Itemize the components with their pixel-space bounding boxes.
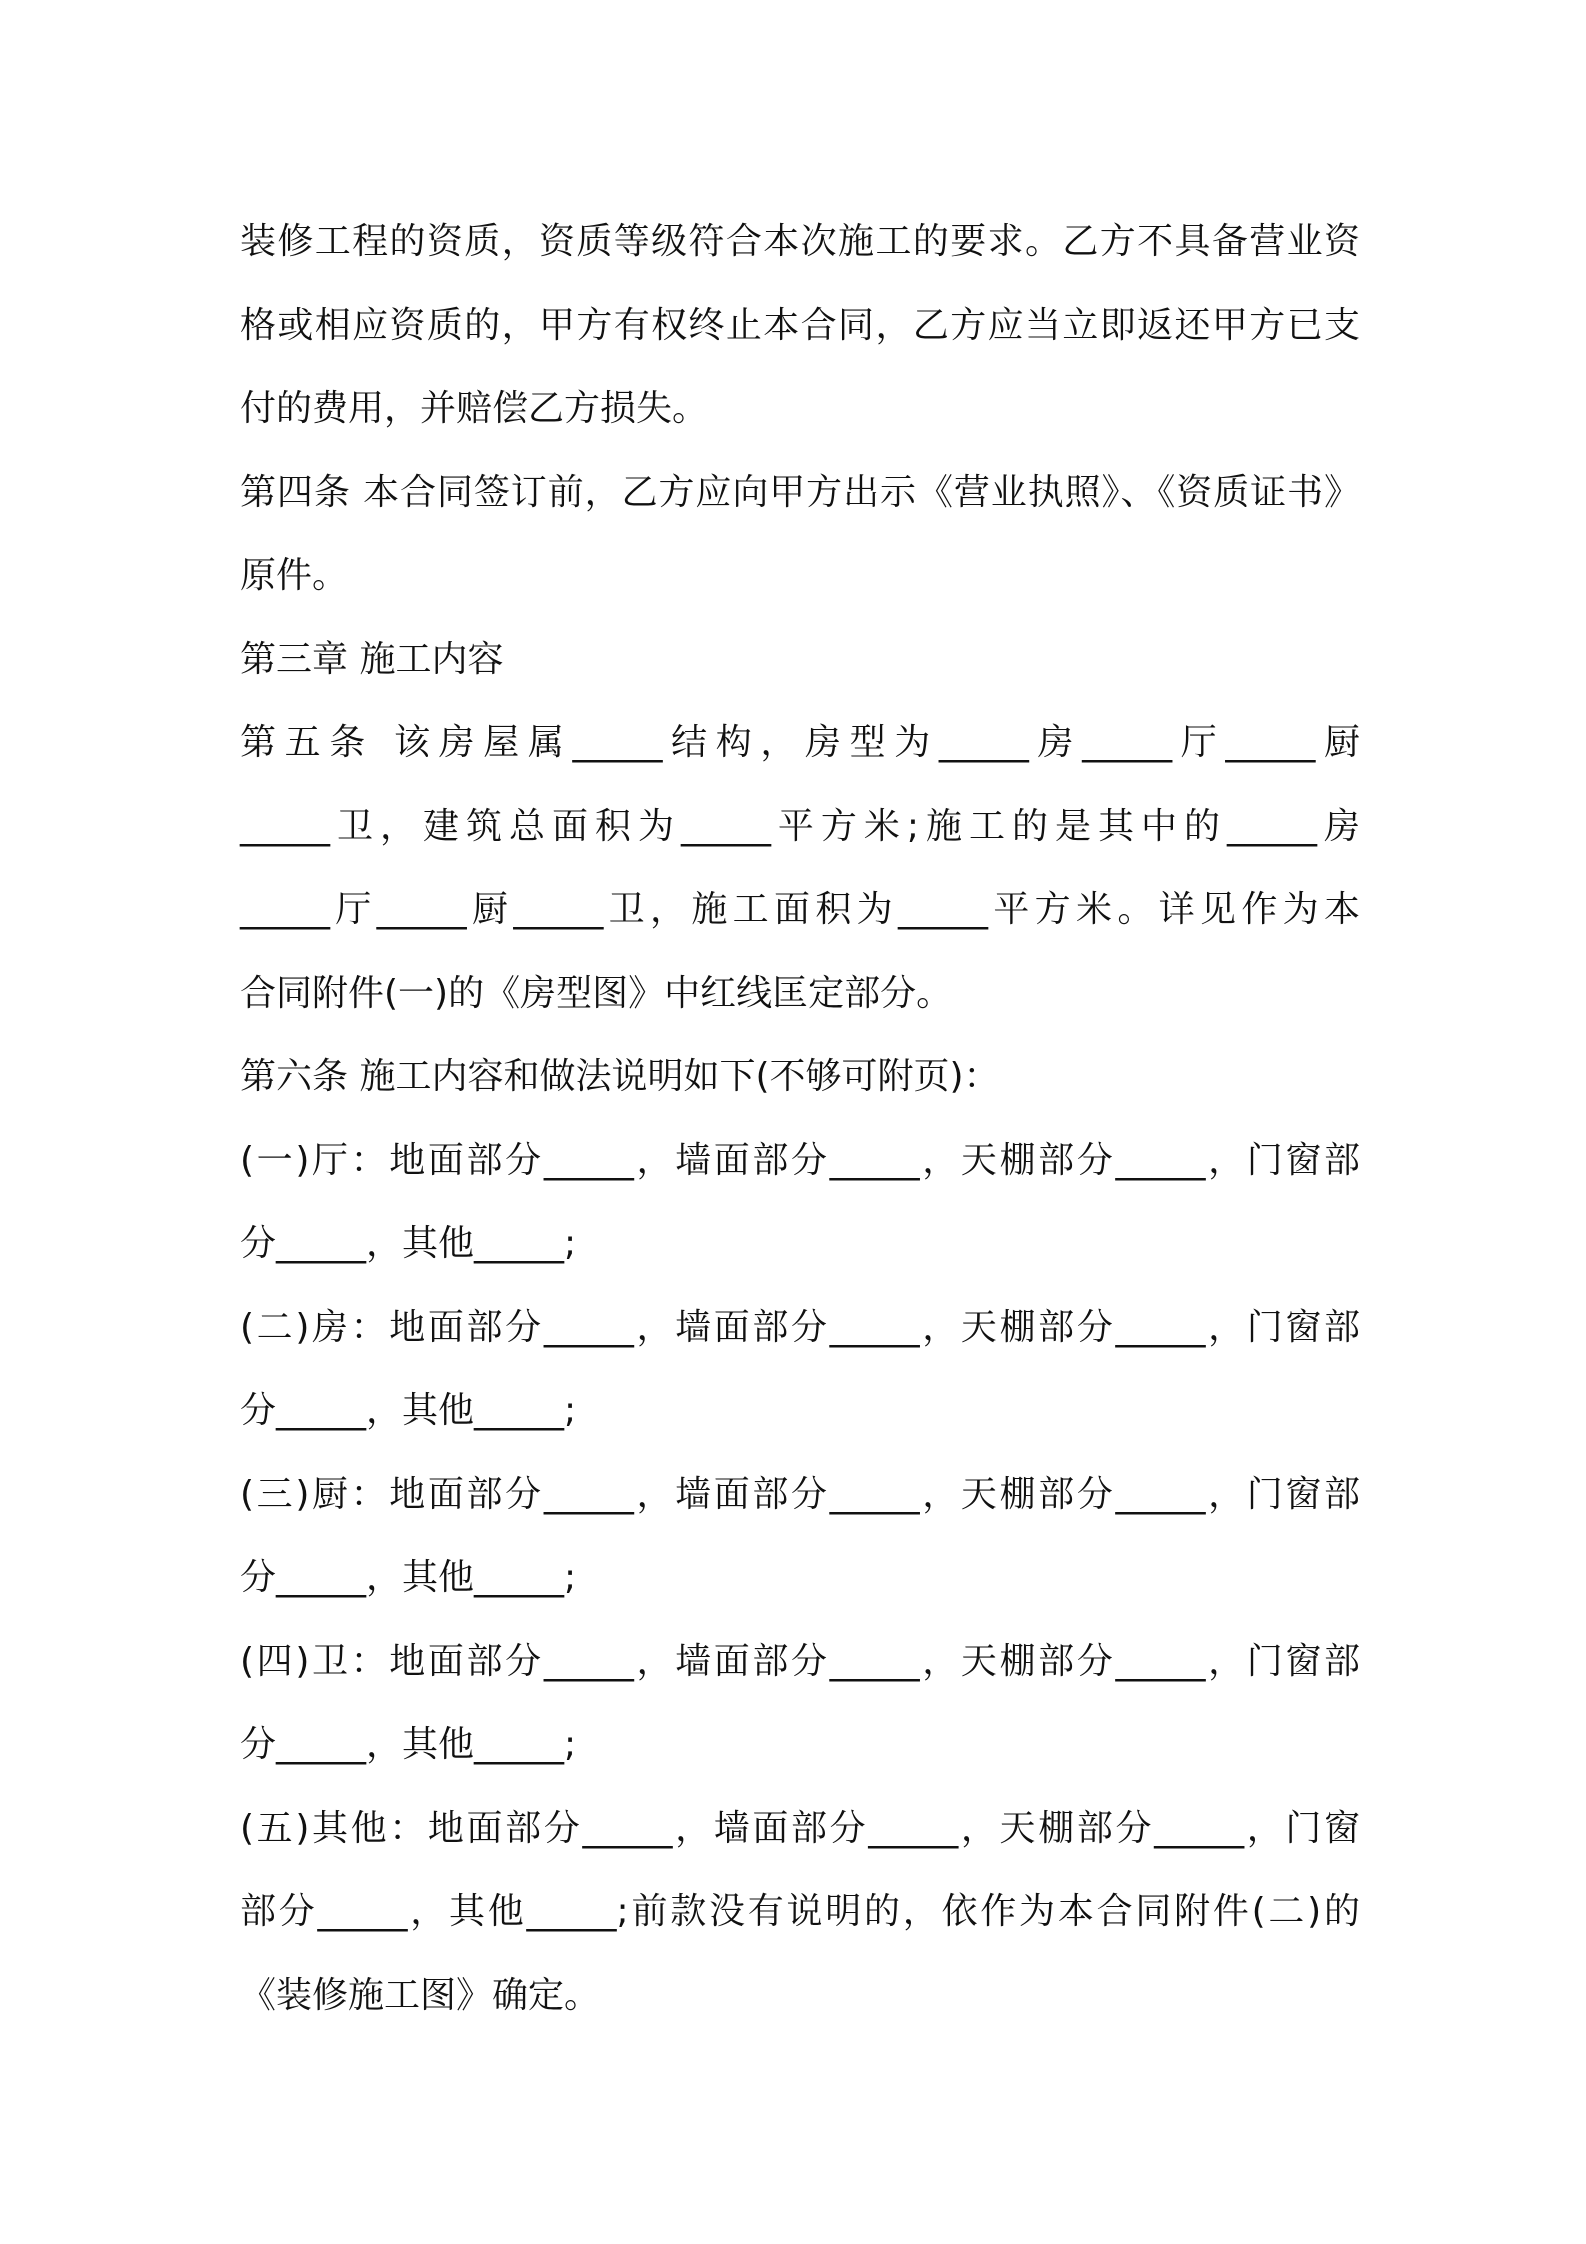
article-6-line: 第六条 施工内容和做法说明如下(不够可附页)： <box>240 1056 1000 1097</box>
chapter-3-heading: 第三章 施工内容 <box>240 638 504 680</box>
text-line: 合同附件(一)的《房型图》中红线匡定部分。 <box>240 972 953 1014</box>
text-line: 《装修施工图》确定。 <box>240 1974 601 2016</box>
article-5-line: 第五条 该房屋属_____结构，房型为_____房_____厅_____厨 <box>240 722 1360 763</box>
text-line: _____卫，建筑总面积为_____平方米;施工的是其中的_____房 <box>240 805 1360 847</box>
text-line: 分_____，其他_____; <box>240 1223 577 1264</box>
text-line: 格或相应资质的，甲方有权终止本合同，乙方应当立即返还甲方已支 <box>240 304 1360 346</box>
item-other: (五)其他：地面部分_____，墙面部分_____，天棚部分_____，门窗 <box>240 1807 1360 1849</box>
text-line: 部分_____，其他_____;前款没有说明的，依作为本合同附件(二)的 <box>240 1891 1360 1932</box>
article-4-line: 第四条 本合同签订前，乙方应向甲方出示《营业执照》、《资质证书》 <box>240 471 1360 513</box>
document-page <box>240 200 1360 2037</box>
text-line: 原件。 <box>240 555 349 596</box>
item-living-room: (一)厅：地面部分_____，墙面部分_____，天棚部分_____，门窗部 <box>240 1139 1360 1181</box>
text-line: 装修工程的资质，资质等级符合本次施工的要求。乙方不具备营业资 <box>240 221 1360 262</box>
text-line: 分_____，其他_____; <box>240 1724 577 1765</box>
item-bathroom: (四)卫：地面部分_____，墙面部分_____，天棚部分_____，门窗部 <box>240 1640 1360 1682</box>
item-bedroom: (二)房：地面部分_____，墙面部分_____，天棚部分_____，门窗部 <box>240 1306 1360 1348</box>
item-kitchen: (三)厨：地面部分_____，墙面部分_____，天棚部分_____，门窗部 <box>240 1473 1360 1515</box>
text-line: _____厅_____厨_____卫，施工面积为_____平方米。详见作为本 <box>240 889 1360 930</box>
text-line: 付的费用，并赔偿乙方损失。 <box>240 388 709 429</box>
text-line: 分_____，其他_____; <box>240 1390 577 1431</box>
text-line: 分_____，其他_____; <box>240 1557 577 1598</box>
